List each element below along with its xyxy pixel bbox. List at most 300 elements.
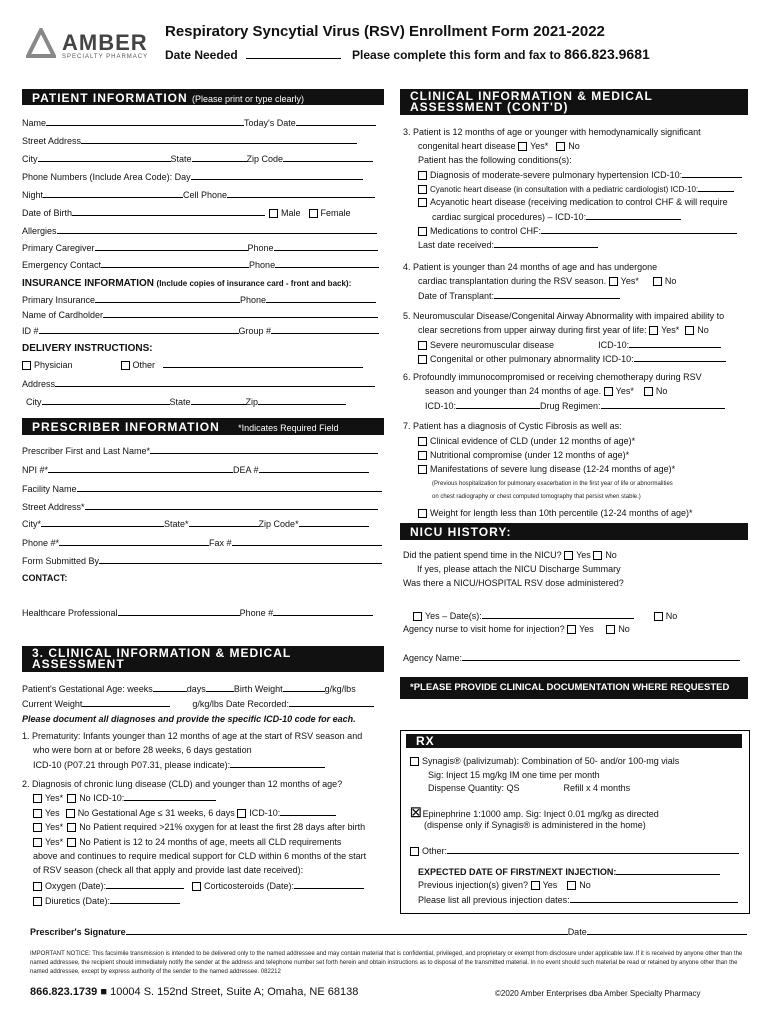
previous-row	[418, 880, 591, 890]
caregiver-phone-field[interactable]	[274, 242, 378, 251]
prescriber-name-label: Prescriber First and Last Name*	[22, 446, 151, 456]
allergies-field[interactable]	[57, 225, 377, 234]
nicu-yes-label: Yes	[576, 550, 591, 560]
allergies-row	[22, 225, 377, 236]
gest-days-label: days	[186, 684, 206, 694]
q7-severe-label: Manifestations of severe lung disease (12-24 months of age)*	[430, 464, 676, 474]
q2d-line-2: above and continues to require medical support for CLD within 6 months of the start	[33, 851, 367, 861]
female-label: Female	[320, 208, 351, 218]
nicu-yes-checkbox[interactable]	[564, 551, 573, 560]
day-phone-field[interactable]	[191, 171, 363, 180]
dob-row	[22, 207, 351, 218]
delivery-state-label: State	[169, 397, 191, 407]
q3-no-checkbox[interactable]	[556, 142, 565, 151]
q2d-yes-label: Yes*	[45, 837, 64, 847]
primary-ins-label: Primary Insurance	[22, 295, 96, 305]
patient-info-header	[22, 89, 384, 105]
oxygen-label: Oxygen (Date):	[45, 881, 107, 891]
pres-city-field[interactable]	[41, 518, 164, 527]
steroids-label: Corticosteroids (Date):	[204, 881, 295, 891]
q3-cyan-checkbox[interactable]	[418, 185, 427, 194]
q6-drug-field[interactable]	[601, 400, 725, 409]
q7-weight-row	[418, 508, 693, 518]
emergency-phone-label: Phone	[249, 260, 276, 270]
oxygen-checkbox[interactable]	[33, 882, 42, 891]
epi-checked-mark-icon[interactable]: ☒	[410, 805, 422, 820]
delivery-zip-label: Zip	[245, 397, 259, 407]
patient-heading: PATIENT INFORMATION	[32, 91, 188, 105]
primary-ins-row	[22, 294, 376, 305]
q1-icd-label: ICD-10 (P07.21 through P07.31, please indicate):	[33, 760, 231, 770]
phones-label: Phone Numbers (Include Area Code): Day	[22, 172, 191, 182]
q6-yes-label: Yes*	[615, 386, 634, 396]
weight-field[interactable]	[82, 698, 170, 707]
q3-meds-label: Medications to control CHF:	[430, 226, 542, 236]
q2a-yes-checkbox[interactable]	[33, 794, 42, 803]
npi-row	[22, 464, 369, 475]
footer-copyright: ©2020 Amber Enterprises dba Amber Specialty Pharmacy	[495, 989, 701, 998]
q3-last-field[interactable]	[494, 239, 598, 248]
cardholder-label: Name of Cardholder	[22, 310, 104, 320]
weight-unit: g/kg/lbs	[192, 699, 224, 709]
caregiver-field[interactable]	[95, 242, 248, 251]
q2c-no-checkbox[interactable]	[67, 823, 76, 832]
q2d-row	[33, 837, 341, 847]
agency-no-label: No	[618, 624, 630, 634]
signature-field[interactable]	[126, 926, 568, 935]
q1-line-a: 1. Prematurity: Infants younger than 12 months of age at the start of RSV season and	[22, 731, 363, 741]
pres-city-label: City*	[22, 519, 42, 529]
rx-other-label: Other:	[422, 846, 448, 856]
dea-field[interactable]	[259, 464, 369, 473]
pres-street-label: Street Address*	[22, 502, 85, 512]
q7-cld-row	[418, 436, 635, 446]
nicu-dose-yes-label: Yes – Date(s):	[425, 611, 482, 621]
form-title: Respiratory Syncytial Virus (RSV) Enrollment Form 2021-2022	[165, 23, 605, 40]
q2a-no-label: No	[79, 793, 91, 803]
q4-date-field[interactable]	[494, 290, 620, 299]
submitted-row	[22, 555, 382, 566]
state-label: State	[170, 154, 192, 164]
date-needed-label: Date Needed	[165, 48, 238, 62]
pres-zip-field[interactable]	[299, 518, 369, 527]
synagis-dispense: Dispense Quantity: QS	[428, 783, 520, 793]
list-dates-row	[418, 894, 738, 905]
q5-no-checkbox[interactable]	[685, 326, 694, 335]
rx-other-checkbox[interactable]	[410, 847, 419, 856]
q4-no-checkbox[interactable]	[653, 277, 662, 286]
q2a-yes-label: Yes*	[45, 793, 64, 803]
q7-severe-row	[418, 464, 675, 474]
previous-yes-checkbox[interactable]	[531, 881, 540, 890]
epi-note: (dispense only if Synagis® is administered in the home)	[424, 820, 646, 830]
q7-cld-checkbox[interactable]	[418, 437, 427, 446]
night-row	[22, 189, 375, 200]
previous-no-checkbox[interactable]	[567, 881, 576, 890]
q2b-yes-checkbox[interactable]	[33, 809, 42, 818]
q6-icd-label: ICD-10:	[425, 401, 457, 411]
group-field[interactable]	[271, 325, 379, 334]
nicu-dose-yes-checkbox[interactable]	[413, 612, 422, 621]
delivery-options-row	[22, 359, 363, 370]
q3-acyan-label: Acyanotic heart disease (receiving medication to control CHF & will require	[430, 197, 728, 207]
q6-line-b	[425, 386, 667, 396]
agency-no-checkbox[interactable]	[606, 625, 615, 634]
q6-line-c	[425, 400, 725, 411]
synagis-dispense-row	[428, 783, 630, 793]
amber-logo	[22, 24, 162, 64]
q4-line-a: 4. Patient is younger than 24 months of age and has undergone	[403, 262, 658, 272]
q3-acyan-row	[418, 197, 728, 207]
expected-label: EXPECTED DATE OF FIRST/NEXT INJECTION:	[418, 867, 617, 877]
facility-field[interactable]	[77, 483, 382, 492]
submitted-field[interactable]	[99, 555, 382, 564]
previous-no-label: No	[579, 880, 591, 890]
q2b-icd-label: ICD-10:	[249, 808, 281, 818]
contact-label: CONTACT:	[22, 573, 68, 583]
important-notice: IMPORTANT NOTICE: This facsimile transmission is intended to be delivered only to the named addressee and may contain material that is confidential, privileged, and proprietary or exempt from disclosure under applicable law. If it is received by anyone other than the named addressee, the recipient should immediately notify the sender at the address and telephone number set forth herein and obtain instructions as to disposal of the transmitted material. In no event should such material be read or retained by anyone other than the named addressee, except by express authority of the sender to the named addressee. 082212	[30, 951, 743, 975]
q3-chd-label: congenital heart disease	[418, 141, 516, 151]
q5-severe-row	[418, 339, 721, 350]
rx-other-row	[410, 845, 739, 856]
pres-street-field[interactable]	[85, 501, 378, 510]
male-label: Male	[281, 208, 301, 218]
q1-icd-field[interactable]	[230, 759, 325, 768]
q3-line-c: Patient has the following conditions(s):	[418, 155, 572, 165]
professional-row	[22, 607, 373, 618]
nicu-no-checkbox[interactable]	[593, 551, 602, 560]
previous-label: Previous injection(s) given?	[418, 880, 529, 890]
q5-no-label: No	[697, 325, 709, 335]
dob-label: Date of Birth	[22, 208, 73, 218]
q2a-no-checkbox[interactable]	[67, 794, 76, 803]
q2b-no-checkbox[interactable]	[66, 809, 75, 818]
caregiver-label: Primary Caregiver	[22, 243, 95, 253]
list-dates-field[interactable]	[570, 894, 738, 903]
q2a-icd-label: ICD-10:	[93, 793, 125, 803]
required-note: *Indicates Required Field	[238, 423, 339, 433]
primary-ins-field[interactable]	[95, 294, 240, 303]
zip-field[interactable]	[283, 153, 373, 162]
emergency-phone-field[interactable]	[275, 259, 379, 268]
q3-cyan-row	[418, 183, 734, 194]
date-rec-field[interactable]	[289, 698, 374, 707]
q2a-row	[33, 792, 216, 803]
pres-city-row	[22, 518, 369, 529]
cardholder-field[interactable]	[103, 309, 378, 318]
q1-line-b: who were born at or before 28 weeks, 6 days gestation	[33, 745, 252, 755]
q3-acyan-row-2	[432, 211, 681, 222]
q2c-no-label: No	[79, 822, 91, 832]
delivery-city-row	[26, 396, 346, 407]
q2b-icd-checkbox[interactable]	[237, 809, 246, 818]
q3-acyan-icd-label: cardiac surgical procedures) – ICD-10:	[432, 212, 587, 222]
oxygen-row	[33, 880, 364, 891]
synagis-checkbox[interactable]	[410, 757, 419, 766]
weight-row	[22, 698, 374, 709]
signature-date-field[interactable]	[587, 926, 747, 935]
q2d-line-3: of RSV season (check all that apply and provide last date received):	[33, 865, 304, 875]
id-label: ID #	[22, 326, 39, 336]
q5-severe-label: Severe neuromuscular disease	[430, 340, 555, 350]
logo-subtitle: SPECIALTY PHARMACY	[62, 54, 149, 60]
q5-congenital-icd-field[interactable]	[634, 353, 726, 362]
pres-street-row	[22, 501, 378, 512]
fax-prompt: Please complete this form and fax to	[352, 48, 561, 62]
facility-label: Facility Name	[22, 484, 77, 494]
pres-phone-field[interactable]	[59, 537, 209, 546]
rx-other-field[interactable]	[447, 845, 739, 854]
q2a-icd-field[interactable]	[124, 792, 216, 801]
footer-contact	[30, 986, 358, 998]
female-checkbox[interactable]	[309, 209, 318, 218]
professional-field[interactable]	[118, 607, 240, 616]
nicu-no-label: No	[605, 550, 617, 560]
q2c-yes-label: Yes*	[45, 822, 64, 832]
emergency-label: Emergency Contact	[22, 260, 102, 270]
professional-label: Healthcare Professional	[22, 608, 118, 618]
emergency-row	[22, 259, 379, 270]
birth-weight-field[interactable]	[283, 683, 325, 692]
other-label: Other	[132, 360, 156, 370]
q2b-yes-label: Yes	[45, 808, 60, 818]
ins-phone-field[interactable]	[266, 294, 376, 303]
allergies-label: Allergies	[22, 226, 57, 236]
expected-row	[418, 866, 720, 877]
q5-yes-label: Yes*	[661, 325, 680, 335]
q3-pulm-checkbox[interactable]	[418, 171, 427, 180]
todays-date-label: Today's Date	[244, 118, 296, 128]
q2c-row	[33, 822, 365, 832]
nicu-dose-no-checkbox[interactable]	[654, 612, 663, 621]
q3-acyan-icd-field[interactable]	[586, 211, 681, 220]
id-field[interactable]	[39, 325, 239, 334]
birth-weight-unit: g/kg/lbs	[324, 684, 356, 694]
q7-note-2: on chest radiography or chest computed tomography that persist when stable.)	[432, 494, 641, 500]
delivery-city-label: City	[26, 397, 42, 407]
night-label: Night	[22, 190, 44, 200]
other-field[interactable]	[163, 359, 363, 368]
dea-label: DEA #	[233, 465, 259, 475]
q7-severe-checkbox[interactable]	[418, 465, 427, 474]
signature-label: Prescriber's Signature	[30, 927, 126, 937]
name-label: Name	[22, 118, 47, 128]
q6-drug-label: Drug Regimen:	[540, 401, 601, 411]
agency-name-label: Agency Name:	[403, 653, 463, 663]
q3-last-row	[418, 239, 598, 250]
q3-no-label: No	[568, 141, 580, 151]
agency-yes-checkbox[interactable]	[567, 625, 576, 634]
synagis-refill: Refill x 4 months	[563, 783, 631, 793]
footer-phone: 866.823.1739	[30, 986, 98, 998]
professional-phone-field[interactable]	[273, 607, 373, 616]
fax-number: 866.823.9681	[564, 46, 650, 62]
q5-congenital-checkbox[interactable]	[418, 355, 427, 364]
q2c-text: Patient required >21% oxygen for at least the first 28 days after birth	[93, 822, 366, 832]
signature-row	[30, 926, 747, 937]
diuretics-field[interactable]	[110, 895, 180, 904]
delivery-address-field[interactable]	[55, 378, 375, 387]
caregiver-row	[22, 242, 378, 253]
street-label: Street Address	[22, 136, 82, 146]
pres-phone-label: Phone #*	[22, 538, 60, 548]
male-checkbox[interactable]	[269, 209, 278, 218]
dob-field[interactable]	[72, 207, 265, 216]
q6-yes-checkbox[interactable]	[604, 387, 613, 396]
ins-phone-label: Phone	[240, 295, 267, 305]
npi-field[interactable]	[48, 464, 233, 473]
q4-no-label: No	[664, 276, 677, 286]
q2d-no-checkbox[interactable]	[67, 838, 76, 847]
npi-label: NPI #*	[22, 465, 49, 475]
q2b-no-label: No	[77, 808, 90, 818]
q7-weight-checkbox[interactable]	[418, 509, 427, 518]
epi-label: Epinephrine 1:1000 amp. Sig: Inject 0.01 mg/kg as directed	[422, 809, 659, 819]
q2c-yes-checkbox[interactable]	[33, 823, 42, 832]
nicu-q2: If yes, please attach the NICU Discharge Summary	[417, 564, 621, 574]
q6-line-a: 6. Profoundly immunocompromised or receiving chemotherapy during RSV	[403, 372, 702, 382]
insurance-heading: INSURANCE INFORMATION	[22, 278, 155, 289]
q7-note-1: (Previous hospitalization for pulmonary exacerbation in the first year of life or abnormalities	[432, 481, 673, 487]
q7-nutri-label: Nutritional compromise (under 12 months of age)*	[430, 450, 630, 460]
patient-heading-note: (Please print or type clearly)	[192, 94, 305, 104]
other-checkbox[interactable]	[121, 361, 130, 370]
q7-nutri-row	[418, 450, 629, 460]
steroids-checkbox[interactable]	[192, 882, 201, 891]
delivery-zip-field[interactable]	[258, 396, 346, 405]
cell-label: Cell Phone	[183, 190, 228, 200]
q6-no-checkbox[interactable]	[644, 387, 653, 396]
header-subline	[165, 46, 650, 62]
id-row	[22, 325, 379, 336]
q3-line-b	[418, 141, 580, 151]
expected-field[interactable]	[616, 866, 720, 875]
q5-congenital-label: Congenital or other pulmonary abnormality	[430, 354, 601, 364]
q3-meds-checkbox[interactable]	[418, 227, 427, 236]
q6-text: season and younger than 24 months of age.	[425, 386, 602, 396]
signature-date-label: Date	[567, 927, 587, 937]
state-field[interactable]	[192, 153, 247, 162]
todays-date-field[interactable]	[296, 117, 376, 126]
oxygen-field[interactable]	[106, 880, 184, 889]
q7-line-a: 7. Patient has a diagnosis of Cystic Fibrosis as well as:	[403, 421, 622, 431]
q2b-icd-field[interactable]	[280, 807, 336, 816]
street-row	[22, 135, 357, 146]
q3-meds-row	[418, 225, 737, 236]
q3-acyan-checkbox[interactable]	[418, 198, 427, 207]
pres-phone-row	[22, 537, 382, 548]
delivery-state-field[interactable]	[191, 396, 246, 405]
agency-q-label: Agency nurse to visit home for injection?	[403, 624, 565, 634]
q4-yes-checkbox[interactable]	[609, 277, 618, 286]
pres-zip-label: Zip Code*	[258, 519, 299, 529]
gest-label: Patient's Gestational Age: weeks	[22, 684, 153, 694]
night-field[interactable]	[43, 189, 183, 198]
q6-icd-field[interactable]	[456, 400, 540, 409]
clinical-cont-header: CLINICAL INFORMATION & MEDICAL ASSESSMENT (CONT'D)	[400, 89, 748, 115]
facility-row	[22, 483, 382, 494]
q2d-yes-checkbox[interactable]	[33, 838, 42, 847]
nicu-dose-no-label: No	[665, 611, 678, 621]
prescriber-name-field[interactable]	[150, 445, 378, 454]
q5-severe-icd-field[interactable]	[629, 339, 721, 348]
cardholder-row	[22, 309, 378, 320]
epi-row	[410, 805, 659, 821]
q1-line-c	[33, 759, 325, 770]
zip-label: Zip Code	[246, 154, 284, 164]
gest-weeks-field[interactable]	[153, 683, 187, 692]
nicu-q1-row	[403, 550, 617, 560]
synagis-row	[410, 756, 679, 766]
synagis-sig: Sig: Inject 15 mg/kg IM one time per month	[428, 770, 600, 780]
documentation-notice: *PLEASE PROVIDE CLINICAL DOCUMENTATION WHERE REQUESTED	[400, 677, 748, 699]
physician-checkbox[interactable]	[22, 361, 31, 370]
gest-days-field[interactable]	[206, 683, 234, 692]
pres-fax-label: Fax #	[209, 538, 232, 548]
q3-yes-checkbox[interactable]	[518, 142, 527, 151]
insurance-heading-note: (Include copies of insurance card - front and back):	[156, 279, 352, 288]
weight-label: Current Weight	[22, 699, 83, 709]
prescriber-heading: PRESCRIBER INFORMATION	[32, 420, 220, 434]
q4-line-c	[418, 290, 620, 301]
diuretics-row	[33, 895, 180, 906]
city-field[interactable]	[38, 153, 171, 162]
nicu-dose-date-field[interactable]	[482, 610, 634, 619]
q5-severe-icd-label: ICD-10:	[598, 340, 630, 350]
q5-congenital-icd-label: ICD-10:	[602, 354, 634, 364]
pres-state-field[interactable]	[189, 518, 259, 527]
q3-meds-field[interactable]	[541, 225, 737, 234]
q3-last-label: Last date received:	[418, 240, 495, 250]
q4-date-label: Date of Transplant:	[418, 291, 495, 301]
q7-nutri-checkbox[interactable]	[418, 451, 427, 460]
diuretics-label: Diuretics (Date):	[45, 896, 111, 906]
birth-weight-label: Birth Weight	[233, 684, 283, 694]
agency-name-row	[403, 652, 740, 663]
group-label: Group #	[238, 326, 272, 336]
prescriber-header	[22, 418, 384, 435]
city-label: City	[22, 154, 38, 164]
q2-line: 2. Diagnosis of chronic lung disease (CLD) and younger than 12 months of age?	[22, 779, 343, 789]
delivery-city-field[interactable]	[42, 396, 170, 405]
emergency-field[interactable]	[101, 259, 249, 268]
delivery-heading: DELIVERY INSTRUCTIONS:	[22, 343, 153, 354]
street-field[interactable]	[81, 135, 357, 144]
q2d-text: Patient is 12 to 24 months of age, meets all CLD requirements	[93, 837, 342, 847]
diuretics-checkbox[interactable]	[33, 897, 42, 906]
q5-severe-checkbox[interactable]	[418, 341, 427, 350]
q5-yes-checkbox[interactable]	[649, 326, 658, 335]
date-needed-field[interactable]	[246, 48, 341, 59]
footer-address: 10004 S. 152nd Street, Suite A; Omaha, NE 68138	[110, 986, 359, 998]
date-rec-label: Date Recorded:	[225, 699, 289, 709]
cell-field[interactable]	[227, 189, 375, 198]
q3-pulm-field[interactable]	[682, 169, 742, 178]
q4-line-b	[418, 276, 676, 286]
q5-text: clear secretions from upper airway during first year of life:	[418, 325, 647, 335]
agency-yes-label: Yes	[579, 624, 594, 634]
list-dates-label: Please list all previous injection dates:	[418, 895, 570, 905]
q2d-no-label: No	[79, 837, 91, 847]
q4-text: cardiac transplantation during the RSV season.	[418, 276, 607, 286]
q4-yes-label: Yes*	[620, 276, 639, 286]
steroids-field[interactable]	[294, 880, 364, 889]
agency-name-field[interactable]	[462, 652, 740, 661]
q3-cyan-field[interactable]	[698, 183, 734, 192]
pres-fax-field[interactable]	[232, 537, 382, 546]
delivery-address-label: Address	[22, 379, 56, 389]
name-field[interactable]	[46, 117, 244, 126]
